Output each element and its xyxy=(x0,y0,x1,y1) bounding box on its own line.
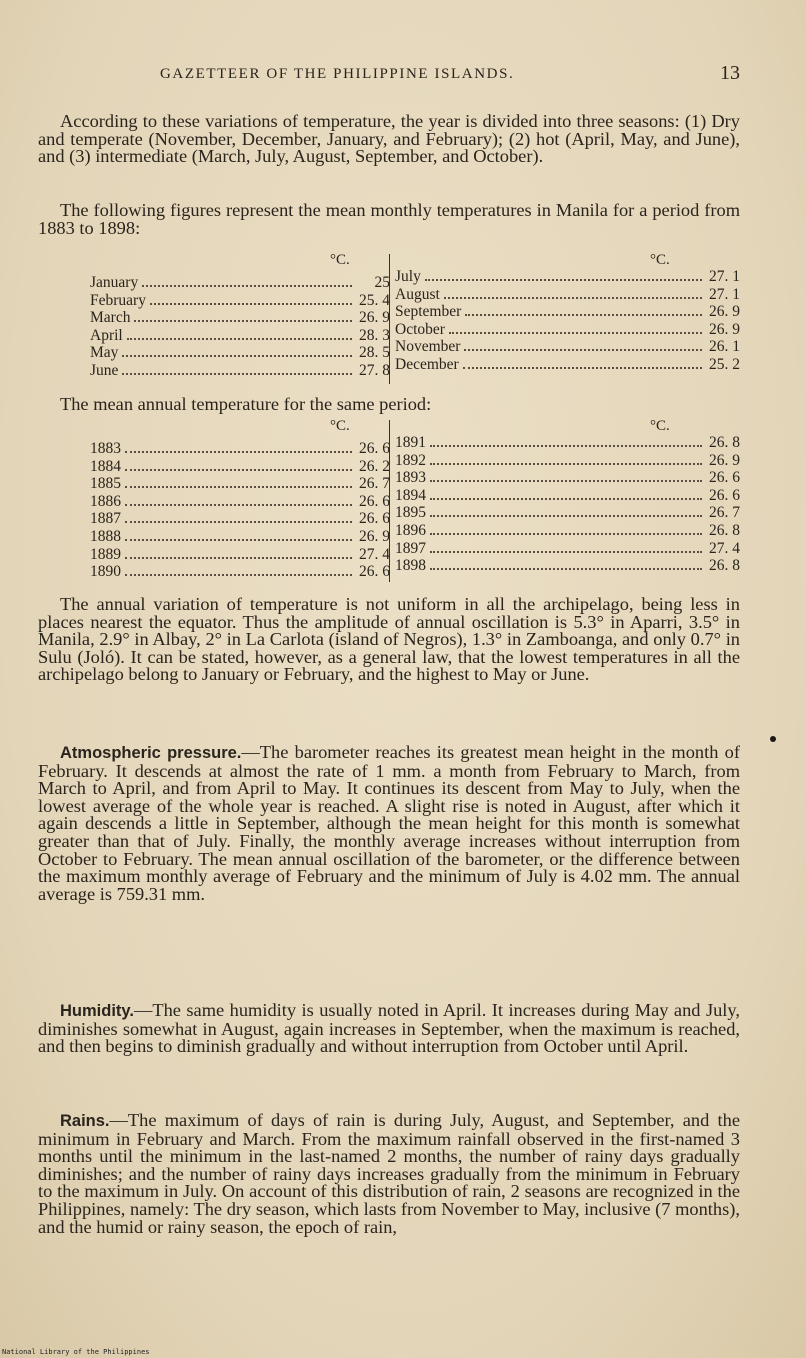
row-label: March xyxy=(90,309,131,326)
leader-dots xyxy=(430,515,702,517)
table-row xyxy=(90,493,390,510)
paragraph-annual-intro: The mean annual temperature for the same period: xyxy=(60,394,432,414)
row-label: April xyxy=(90,326,123,344)
table-row xyxy=(395,286,740,303)
table-row xyxy=(90,292,390,309)
row-label: July xyxy=(395,268,421,285)
leader-dots xyxy=(425,279,702,281)
row-value: 26. 7 xyxy=(359,475,390,493)
row-label: September xyxy=(395,303,462,320)
table-row xyxy=(395,321,740,338)
body-humidity: —The same humidity is usually noted in April. It increases during May and July, diminishes somewhat in August, again increases in September, when the maximum is reached, and then begins to diminish gradually and without interruption from October until April. xyxy=(38,1000,740,1057)
annual-temperature-table xyxy=(90,418,740,584)
leader-dots xyxy=(125,504,352,506)
row-value: 25 xyxy=(374,274,390,291)
row-value: 26. 9 xyxy=(709,320,740,338)
section-atmospheric-pressure xyxy=(38,744,740,903)
row-value: 26. 6 xyxy=(359,510,390,528)
row-label: 1894 xyxy=(395,486,426,504)
leader-dots xyxy=(142,285,352,287)
leader-dots xyxy=(122,355,352,357)
paragraph-annual-variation: The annual variation of temperature is not uniform in all the archipelago, being less in places nearest the equator. Thus the amplitude of annual oscillation is 5.3° in Aparri, 3.5° in Manila, 2.9° in Albay, 2° in La Carlota (island of Negros), 1.3° in Zamboanga, and only 0.7° in Sulu (Joló). It can be stated, however, as a general law, that the lowest temperatures in all the archipelago belong to January or February, and the highest to May or June. xyxy=(38,594,740,685)
row-label: 1884 xyxy=(90,457,121,475)
row-label: August xyxy=(395,285,440,303)
row-value: 27. 1 xyxy=(709,268,740,285)
unit-label-left: °C. xyxy=(330,252,350,268)
table-row xyxy=(90,327,390,344)
table-row xyxy=(395,338,740,355)
leader-dots xyxy=(125,574,352,576)
row-label: November xyxy=(395,338,461,355)
running-title: GAZETTEER OF THE PHILIPPINE ISLANDS. xyxy=(160,66,515,82)
row-label: 1886 xyxy=(90,492,121,510)
row-value: 26. 6 xyxy=(359,492,390,510)
row-value: 27. 4 xyxy=(709,539,740,557)
table-row xyxy=(395,268,740,285)
row-value: 26. 9 xyxy=(359,309,390,326)
row-value: 28. 5 xyxy=(359,344,390,361)
unit-label-right: °C. xyxy=(650,252,670,268)
body-atmospheric-pressure: —The barometer reaches its greatest mean height in the month of February. It descends at almost the rate of 1 mm. a month from February to March, from March to April, and from April to May. It continues its descent from May to July, when the lowest average of the whole year is reached. A slight rise is noted in August, after which it again descends a little in September, although the mean height for this month is somewhat greater than that of July. Finally, the monthly average increases without interruption from October to February. The mean annual oscillation of the barometer, or the difference between the maximum monthly average of February and the minimum of July is 4.02 mm. The annual average is 759.31 mm. xyxy=(38,742,740,904)
heading-rains: Rains. xyxy=(60,1112,110,1130)
row-label: January xyxy=(90,274,139,291)
row-value: 27. 8 xyxy=(359,361,390,379)
row-value: 26. 9 xyxy=(359,528,390,545)
leader-dots xyxy=(430,551,702,553)
leader-dots xyxy=(122,373,352,375)
leader-dots xyxy=(125,539,352,541)
leader-dots xyxy=(150,303,352,305)
table-row xyxy=(395,303,740,320)
row-label: 1895 xyxy=(395,504,426,522)
leader-dots xyxy=(134,320,352,322)
row-value: 25. 4 xyxy=(359,291,390,309)
leader-dots xyxy=(430,463,702,465)
row-value: 25. 2 xyxy=(709,355,740,373)
row-value: 27. 1 xyxy=(709,285,740,303)
table-row xyxy=(90,362,390,379)
ink-speck xyxy=(770,736,776,742)
monthly-temperature-table xyxy=(90,252,740,384)
leader-dots xyxy=(430,445,702,447)
row-label: 1883 xyxy=(90,440,121,457)
leader-dots xyxy=(449,332,702,334)
row-value: 26. 9 xyxy=(709,303,740,320)
paragraph-monthly-intro: The following figures represent the mean monthly temperatures in Manila for a period from 1883 to 1898: xyxy=(38,200,740,238)
unit-label-right: °C. xyxy=(650,418,670,434)
row-label: 1893 xyxy=(395,469,426,487)
leader-dots xyxy=(125,521,352,523)
leader-dots xyxy=(430,533,702,535)
row-label: May xyxy=(90,344,119,361)
table-row xyxy=(90,563,390,580)
page-number: 13 xyxy=(720,62,740,84)
leader-dots xyxy=(125,486,352,488)
table-row xyxy=(395,540,740,557)
unit-label-left: °C. xyxy=(330,418,350,434)
row-value: 28. 3 xyxy=(359,326,390,344)
table-row xyxy=(395,452,740,469)
row-label: 1897 xyxy=(395,539,426,557)
table-row xyxy=(90,274,390,291)
leader-dots xyxy=(125,557,352,559)
table-row xyxy=(395,557,740,574)
leader-dots xyxy=(125,451,352,453)
row-value: 26. 6 xyxy=(359,563,390,581)
row-value: 26. 6 xyxy=(359,440,390,457)
row-value: 26. 8 xyxy=(709,557,740,575)
leader-dots xyxy=(125,469,352,471)
row-label: 1887 xyxy=(90,510,121,528)
leader-dots xyxy=(430,480,702,482)
heading-humidity: Humidity. xyxy=(60,1002,134,1020)
leader-dots xyxy=(430,498,702,500)
table-row xyxy=(395,504,740,521)
table-row xyxy=(395,487,740,504)
row-value: 26. 6 xyxy=(709,469,740,487)
row-value: 26. 2 xyxy=(359,457,390,475)
row-value: 26. 8 xyxy=(709,522,740,539)
row-value: 26. 1 xyxy=(709,338,740,355)
running-header xyxy=(60,62,740,88)
row-label: 1890 xyxy=(90,563,121,581)
row-label: 1885 xyxy=(90,475,121,493)
leader-dots xyxy=(127,338,352,340)
table-row xyxy=(90,440,390,457)
table-row xyxy=(90,528,390,545)
row-label: February xyxy=(90,291,146,309)
section-humidity xyxy=(38,1002,740,1056)
row-label: 1889 xyxy=(90,545,121,563)
table-row xyxy=(90,510,390,527)
row-label: October xyxy=(395,320,445,338)
leader-dots xyxy=(444,297,702,299)
table-row xyxy=(90,458,390,475)
row-label: 1891 xyxy=(395,434,426,451)
row-value: 27. 4 xyxy=(359,545,390,563)
table-row xyxy=(90,344,390,361)
row-label: 1896 xyxy=(395,522,426,539)
table-row xyxy=(90,309,390,326)
row-value: 26. 8 xyxy=(709,434,740,451)
leader-dots xyxy=(465,314,702,316)
table-row xyxy=(395,522,740,539)
body-rains: —The maximum of days of rain is during July, August, and September, and the minimum in February and March. From the maximum rainfall observed in the first-named 3 months until the minimum in the last-named 2 months, the number of rainy days gradually diminishes; and the number of rainy days increases gradually from the minimum in February to the maximum in July. On account of this distribution of rain, 2 seasons are recognized in the Philippines, namely: The dry season, which lasts from November to May, inclusive (7 months), and the humid or rainy season, the epoch of rain, xyxy=(38,1110,740,1237)
row-label: December xyxy=(395,355,459,373)
table-row xyxy=(395,469,740,486)
heading-atmospheric-pressure: Atmospheric pressure. xyxy=(60,744,242,762)
row-label: 1892 xyxy=(395,451,426,469)
leader-dots xyxy=(430,568,702,570)
row-label: 1888 xyxy=(90,528,121,545)
row-value: 26. 9 xyxy=(709,451,740,469)
row-value: 26. 6 xyxy=(709,486,740,504)
row-value: 26. 7 xyxy=(709,504,740,522)
section-rains xyxy=(38,1112,740,1236)
paragraph-seasons: According to these variations of temperature, the year is divided into three seasons: (1) Dry and temperate (November, December, January, and February); (2) hot (April, May, and June), and (3) intermediate (March, July, August, September, and October). xyxy=(38,111,740,167)
row-label: June xyxy=(90,361,119,379)
table-row xyxy=(395,356,740,373)
table-row xyxy=(90,546,390,563)
leader-dots xyxy=(464,349,702,351)
row-label: 1898 xyxy=(395,557,426,575)
table-row xyxy=(395,434,740,451)
table-row xyxy=(90,475,390,492)
leader-dots xyxy=(463,367,702,369)
library-footer: National Library of the Philippines xyxy=(2,1348,150,1356)
